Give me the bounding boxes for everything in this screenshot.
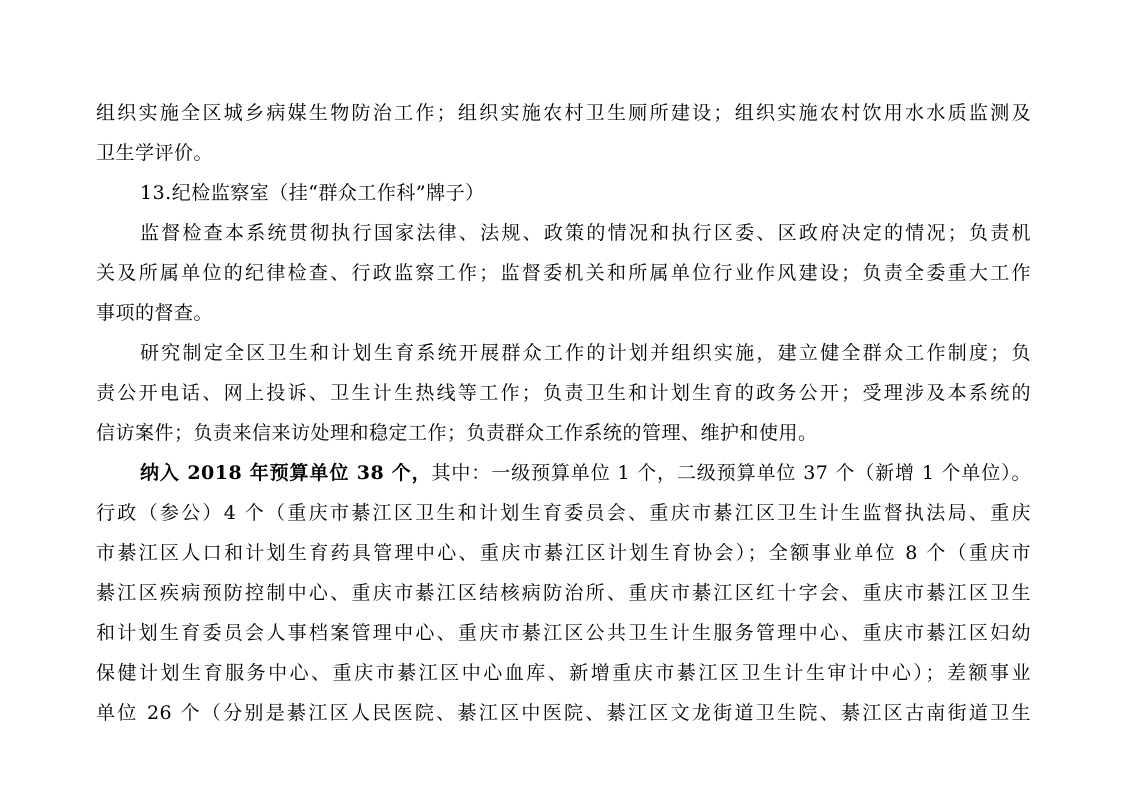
text-line: 和计划生育委员会人事档案管理中心、重庆市綦江区公共卫生计生服务管理中心、重庆市綦江区妇幼 [96, 622, 1031, 644]
text-line: 关及所属单位的纪律检查、行政监察工作；监督委机关和所属单位行业作风建设；负责全委重大工作 [96, 262, 1031, 284]
text-line: 行政（参公）4 个（重庆市綦江区卫生和计划生育委员会、重庆市綦江区卫生计生监督执法局、重庆 [96, 502, 1031, 524]
budget-lead-rest: 其中：一级预算单位 1 个，二级预算单位 37 个（新增 1 个单位）。 [431, 462, 1032, 484]
text-line: 责公开电话、网上投诉、卫生计生热线等工作；负责卫生和计划生育的政务公开；受理涉及本系统的 [96, 382, 1031, 404]
text-line: 事项的督查。 [96, 302, 214, 324]
text-line: 卫生学评价。 [96, 142, 214, 164]
text-line: 信访案件；负责来信来访处理和稳定工作；负责群众工作系统的管理、维护和使用。 [96, 422, 818, 444]
text-line: 组织实施全区城乡病媒生物防治工作；组织实施农村卫生厕所建设；组织实施农村饮用水水质监测及 [96, 102, 1031, 124]
text-line: 单位 26 个（分别是綦江区人民医院、綦江区中医院、綦江区文龙街道卫生院、綦江区古南街道卫生 [96, 702, 1031, 724]
text-line: 市綦江区人口和计划生育药具管理中心、重庆市綦江区计划生育协会）；全额事业单位 8 个（重庆市 [96, 542, 1031, 564]
text-line: 保健计划生育服务中心、重庆市綦江区中心血库、新增重庆市綦江区卫生计生审计中心）；差额事业 [96, 662, 1031, 684]
budget-paragraph-line [140, 458, 1031, 488]
budget-lead-bold: 纳入 2018 年预算单位 38 个， [140, 462, 432, 484]
section-heading: 13.纪检监察室（挂“群众工作科”牌子） [140, 182, 485, 204]
text-line: 綦江区疾病预防控制中心、重庆市綦江区结核病防治所、重庆市綦江区红十字会、重庆市綦江区卫生 [96, 582, 1031, 604]
text-line: 研究制定全区卫生和计划生育系统开展群众工作的计划并组织实施，建立健全群众工作制度；负 [140, 342, 1031, 364]
text-line: 监督检查本系统贯彻执行国家法律、法规、政策的情况和执行区委、区政府决定的情况；负责机 [140, 222, 1031, 244]
